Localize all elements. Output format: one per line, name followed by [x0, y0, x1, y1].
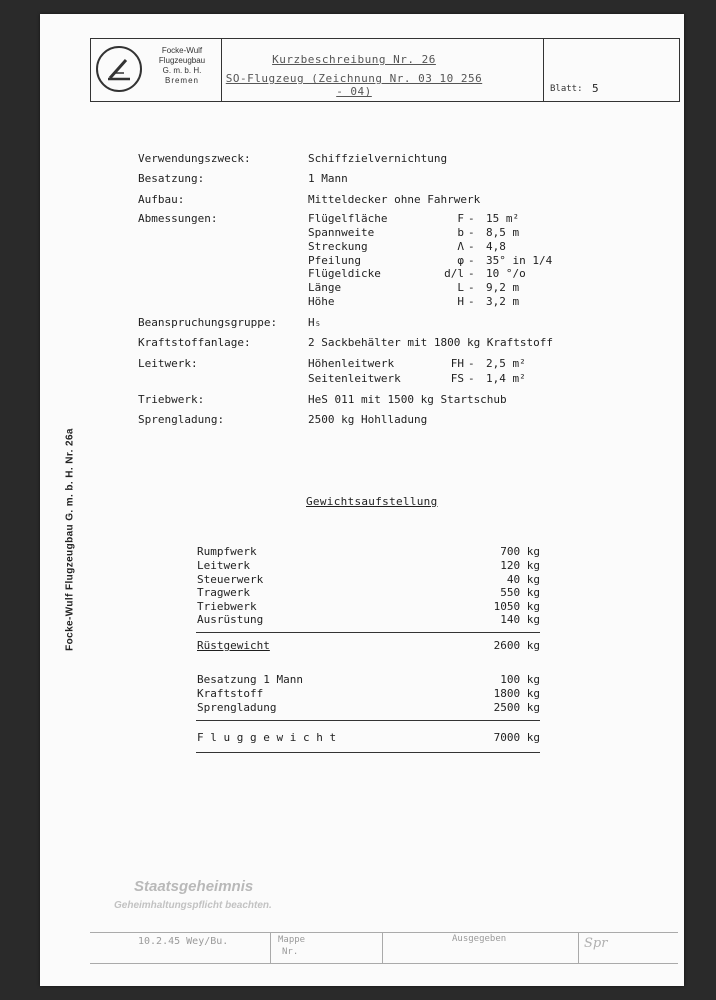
spec-value: H₅ — [308, 316, 322, 329]
dim-symbol: L — [457, 281, 464, 294]
sum-divider — [196, 720, 540, 721]
weight-item-name: Leitwerk — [197, 559, 250, 572]
spec-label: Abmessungen: — [138, 212, 218, 225]
spec-label: Kraftstoffanlage: — [138, 336, 251, 349]
tail-name: Höhenleitwerk — [308, 357, 395, 370]
spec-value: 2500 kg Hohlladung — [308, 413, 428, 426]
weight-item-value: 100 kg — [500, 673, 540, 686]
spec-label: Sprengladung: — [138, 413, 225, 426]
spec-label: Leitwerk: — [138, 357, 198, 370]
spec-value: 2 Sackbehälter mit 1800 kg Kraftstoff — [308, 336, 554, 349]
dim-value: 15 m² — [486, 212, 520, 225]
dim-name: Streckung — [308, 240, 368, 253]
dim-value: 3,2 m — [486, 295, 520, 308]
footer-nr: Nr. — [282, 947, 299, 957]
weight-item-name: Kraftstoff — [197, 687, 264, 700]
sheet-label: Blatt: — [550, 84, 583, 94]
weight-item-name: Tragwerk — [197, 586, 250, 599]
dim-name: Flügeldicke — [308, 267, 381, 280]
weight-item-name: Sprengladung — [197, 701, 277, 714]
tail-value: 1,4 m² — [486, 372, 526, 385]
weight-item-value: 550 kg — [500, 586, 540, 599]
weights-heading: Gewichtsaufstellung — [306, 495, 438, 508]
document-sheet: Focke-Wulf Flugzeugbau G. m. b. H. Bremen Kurzbeschreibung Nr. 26 SO-Flugzeug (Zeichnung Nr. 03 10 256 - 04) Blatt: 5 Focke-Wulf Flugzeugbau G. m. b. H. Nr. 26a Verwendungszweck: Schiffzielvernichtung Besatzung: 1 Mann Aufbau: Mitteldecker ohne Fahrwerk Abmessungen: Flügelfläche F - 15 m² Spannweite b - 8,5 m Streckung Λ - 4,8 Pfeilung φ - 35° in 1/4 Flügeldicke d/l - 10 °/o Länge L - 9,2 m Höhe H - 3,2 m Beanspruchungsgruppe: H₅ Kraftstoffanlage: 2 Sackbehälter mit 1800 kg Kraftstoff Leitwerk: Höhenleitwerk FH - 2,5 m² Seitenleitwerk FS - 1,4 m² Triebwerk: HeS 011 mit 1500 kg Startschub Sprengladung: 2500 kg Hohlladung Gewichtsaufstellung Rumpfwerk 700 kg Leitwerk 120 kg Steuerwerk 40 kg Tragwerk 550 kg Triebwerk 1050 kg Ausrüstung 140 kg Rüstgewicht 2600 kg Besatzung 1 Mann 100 kg Kraftstoff 1800 kg Sprengladung 2500 kg F l u g g e w i c h t 7000 kg Staatsgeheimnis Geheimhaltungspflicht beachten. 10.2.45 Wey/Bu. Mappe Nr. Ausgegeben Spr — [40, 14, 684, 986]
weight-total-name: F l u g g e w i c h t — [197, 731, 337, 744]
weight-total-value: 7000 kg — [493, 731, 540, 744]
weight-item-name: Steuerwerk — [197, 573, 264, 586]
dim-name: Pfeilung — [308, 254, 361, 267]
spec-label: Aufbau: — [138, 193, 185, 206]
weight-item-name: Triebwerk — [197, 600, 257, 613]
dim-symbol: b — [457, 226, 464, 239]
spec-value: HeS 011 mit 1500 kg Startschub — [308, 393, 507, 406]
dim-value: 4,8 — [486, 240, 506, 253]
footer-date: 10.2.45 Wey/Bu. — [138, 936, 229, 947]
sum-divider — [196, 632, 540, 633]
secret-stamp: Staatsgeheimnis — [134, 878, 254, 895]
dim-name: Länge — [308, 281, 342, 294]
focke-wulf-logo-icon — [96, 46, 142, 92]
weight-item-value: 1800 kg — [493, 687, 540, 700]
dim-value: 35° in 1/4 — [486, 254, 553, 267]
tail-symbol: FH — [450, 357, 464, 370]
tail-value: 2,5 m² — [486, 357, 526, 370]
weight-item-value: 140 kg — [500, 613, 540, 626]
spec-label: Verwendungszweck: — [138, 152, 251, 165]
dim-value: 9,2 m — [486, 281, 520, 294]
dim-symbol: φ — [457, 254, 464, 267]
dim-symbol: d/l — [444, 267, 464, 280]
weight-item-value: 120 kg — [500, 559, 540, 572]
weight-item-value: 2500 kg — [493, 701, 540, 714]
weight-item-name: Rumpfwerk — [197, 545, 257, 558]
secrecy-notice: Geheimhaltungspflicht beachten. — [114, 900, 272, 911]
side-imprint: Focke-Wulf Flugzeugbau G. m. b. H. Nr. 26a — [64, 428, 76, 651]
total-divider — [196, 752, 540, 753]
weight-item-value: 700 kg — [500, 545, 540, 558]
spec-label: Triebwerk: — [138, 393, 205, 406]
footer-signature: Spr — [584, 936, 608, 951]
doc-subtitle: SO-Flugzeug (Zeichnung Nr. 03 10 256 - 04) — [225, 72, 483, 98]
weight-item-name: Ausrüstung — [197, 613, 264, 626]
dim-name: Höhe — [308, 295, 335, 308]
dim-value: 8,5 m — [486, 226, 520, 239]
tail-symbol: FS — [450, 372, 464, 385]
spec-label: Beanspruchungsgruppe: — [138, 316, 278, 329]
doc-title: Kurzbeschreibung Nr. 26 — [272, 53, 436, 66]
weight-item-name: Besatzung 1 Mann — [197, 673, 303, 686]
dim-symbol: Λ — [457, 240, 464, 253]
weight-item-value: 40 kg — [506, 573, 540, 586]
dim-symbol: H — [457, 295, 464, 308]
footer-ausgegeben: Ausgegeben — [452, 934, 507, 944]
dim-value: 10 °/o — [486, 267, 526, 280]
footer-mappe: Mappe — [278, 935, 306, 945]
spec-value: 1 Mann — [308, 172, 348, 185]
tail-name: Seitenleitwerk — [308, 372, 401, 385]
weight-item-value: 1050 kg — [493, 600, 540, 613]
dim-name: Flügelfläche — [308, 212, 388, 225]
weight-subtotal-value: 2600 kg — [493, 639, 540, 652]
weight-subtotal-name: Rüstgewicht — [197, 639, 270, 652]
spec-value: Schiffzielvernichtung — [308, 152, 448, 165]
dim-name: Spannweite — [308, 226, 375, 239]
company-name: Focke-Wulf Flugzeugbau G. m. b. H. Bremen — [158, 46, 206, 85]
dim-symbol: F — [457, 212, 464, 225]
spec-label: Besatzung: — [138, 172, 205, 185]
sheet-number: 5 — [592, 82, 599, 95]
spec-value: Mitteldecker ohne Fahrwerk — [308, 193, 481, 206]
